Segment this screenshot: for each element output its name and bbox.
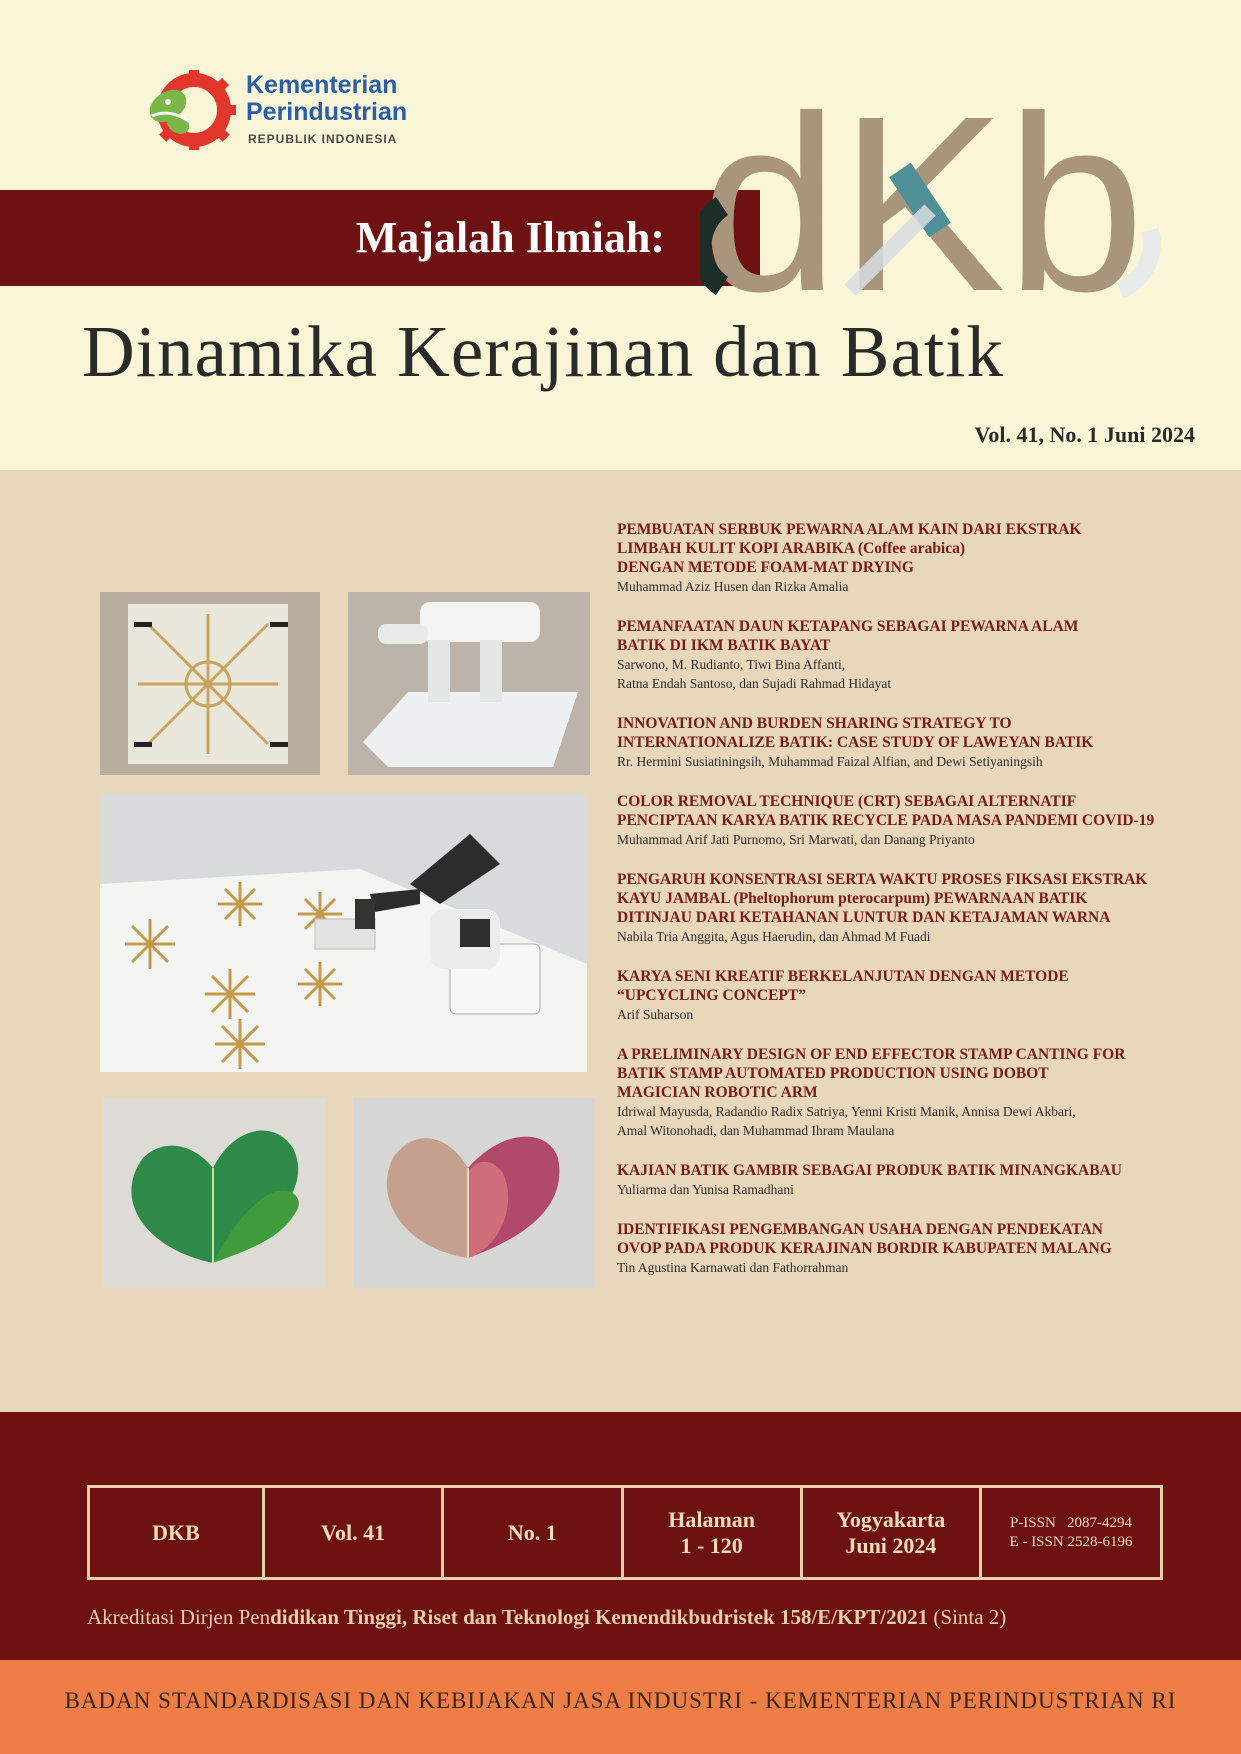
article-title-line: MAGICIAN ROBOTIC ARM (617, 1084, 818, 1101)
article-title-line: “UPCYCLING CONCEPT” (617, 987, 807, 1004)
article-title (617, 792, 1217, 830)
white-block-photo (348, 592, 590, 775)
robot-arm-photo (100, 794, 587, 1072)
article-authors: Yuliarma dan Yunisa Ramadhani (617, 1182, 794, 1197)
article-title-line: OVOP PADA PRODUK KERAJINAN BORDIR KABUPATEN MALANG (617, 1240, 1112, 1257)
article-title-line: BATIK STAMP AUTOMATED PRODUCTION USING DOBOT (617, 1065, 1049, 1082)
article-title-line: A PRELIMINARY DESIGN OF END EFFECTOR STAMP CANTING FOR (617, 1046, 1126, 1063)
gear-leaf-icon (138, 66, 238, 156)
article-authors: Rr. Hermini Susiatiningsih, Muhammad Faizal Alfian, and Dewi Setiyaningsih (617, 754, 1043, 769)
agency-name: BADAN STANDARDISASI DAN KEBIJAKAN JASA INDUSTRI - KEMENTERIAN PERINDUSTRIAN RI (64, 1688, 1177, 1713)
journal-title: Dinamika Kerajinan dan Batik (82, 311, 1004, 392)
article-item[interactable] (617, 870, 1217, 946)
issn-cell (982, 1488, 1160, 1577)
publisher-name-line2: Perindustrian (246, 98, 408, 126)
article-item[interactable] (617, 1161, 1217, 1199)
article-title-line: PEMANFAATAN DAUN KETAPANG SEBAGAI PEWARNA ALAM (617, 618, 1079, 635)
article-title-line: PEMBUATAN SERBUK PEWARNA ALAM KAIN DARI EKSTRAK (617, 521, 1082, 538)
dkb-logo (700, 90, 1200, 300)
article-authors: Sarwono, M. Rudianto, Tiwi Bina Affanti, (617, 657, 846, 672)
article-item[interactable] (617, 520, 1217, 596)
place-date-cell (803, 1488, 982, 1577)
article-title-line: INNOVATION AND BURDEN SHARING STRATEGY TO (617, 715, 1012, 732)
volume-cell: Vol. 41 (265, 1488, 444, 1577)
article-title (617, 617, 1217, 655)
article-title (617, 870, 1217, 927)
article-title-line: KARYA SENI KREATIF BERKELANJUTAN DENGAN METODE (617, 968, 1069, 985)
article-authors: Idriwal Mayusda, Radandio Radix Satriya, Yenni Kristi Manik, Annisa Dewi Akbari, (617, 1104, 1076, 1119)
article-authors: Tin Agustina Karnawati dan Fathorrahman (617, 1260, 849, 1275)
article-item[interactable] (617, 714, 1217, 771)
article-title-line: INTERNATIONALIZE BATIK: CASE STUDY OF LAWEYAN BATIK (617, 734, 1094, 751)
article-title-line: KAJIAN BATIK GAMBIR SEBAGAI PRODUK BATIK MINANGKABAU (617, 1162, 1122, 1179)
article-title-line: PENGARUH KONSENTRASI SERTA WAKTU PROSES FIKSASI EKSTRAK (617, 871, 1148, 888)
article-title-line: LIMBAH KULIT KOPI ARABIKA (Coffee arabica) (617, 540, 966, 557)
article-authors: Ratna Endah Santoso, dan Sujadi Rahmad Hidayat (617, 676, 892, 691)
accreditation-suffix: (Sinta 2) (928, 1605, 1007, 1629)
journal-cell: DKB (90, 1488, 265, 1577)
pages-label: Halaman (668, 1506, 756, 1532)
table-of-contents (617, 520, 1217, 1298)
article-title-line: DITINJAU DARI KETAHANAN LUNTUR DAN KETAJAMAN WARNA (617, 909, 1111, 926)
eissn: E - ISSN 2528-6196 (1009, 1533, 1133, 1550)
article-title-line: COLOR REMOVAL TECHNIQUE (CRT) SEBAGAI ALTERNATIF (617, 793, 1077, 810)
article-authors: Muhammad Arif Jati Purnomo, Sri Marwati, dan Danang Priyanto (617, 832, 975, 847)
dkb-logo-letters: dKb (700, 90, 1145, 300)
publisher-country: REPUBLIK INDONESIA (248, 132, 398, 146)
article-authors: Amal Witonohadi, dan Muhammad Ihram Maulana (617, 1123, 895, 1138)
red-leaf-photo (353, 1098, 595, 1288)
article-item[interactable] (617, 967, 1217, 1024)
article-title (617, 520, 1217, 577)
pages-cell (624, 1488, 803, 1577)
city-label: Yogyakarta (836, 1506, 946, 1532)
article-title (617, 714, 1217, 752)
article-title (617, 1220, 1217, 1258)
article-title-line: IDENTIFIKASI PENGEMBANGAN USAHA DENGAN PENDEKATAN (617, 1221, 1104, 1238)
green-leaf-photo (103, 1098, 325, 1288)
article-title (617, 1045, 1217, 1102)
accreditation-note (87, 1605, 1006, 1630)
volume-line: Vol. 41, No. 1 Juni 2024 (974, 422, 1195, 447)
number-cell: No. 1 (444, 1488, 623, 1577)
article-title-line: BATIK DI IKM BATIK BAYAT (617, 637, 831, 654)
article-title-line: DENGAN METODE FOAM-MAT DRYING (617, 559, 914, 576)
article-title-line: PENCIPTAAN KARYA BATIK RECYCLE PADA MASA PANDEMI COVID-19 (617, 812, 1155, 829)
accreditation-prefix: Akreditasi Dirjen Pen (87, 1605, 271, 1629)
article-authors: Arif Suharson (617, 1007, 694, 1022)
publisher-name-line1: Kementerian (246, 71, 398, 99)
article-authors: Nabila Tria Anggita, Agus Haerudin, dan Ahmad M Fuadi (617, 929, 931, 944)
article-item[interactable] (617, 1220, 1217, 1277)
publisher-logo (138, 66, 438, 156)
publication-info-table (87, 1485, 1163, 1580)
article-authors: Muhammad Aziz Husen dan Rizka Amalia (617, 579, 849, 594)
pages-range: 1 - 120 (680, 1532, 743, 1558)
article-title (617, 1161, 1217, 1180)
date-label: Juni 2024 (845, 1532, 937, 1558)
article-item[interactable] (617, 1045, 1217, 1140)
article-item[interactable] (617, 617, 1217, 693)
pissn: P-ISSN 2087-4294 (1009, 1514, 1133, 1531)
accreditation-bold: didikan Tinggi, Riset dan Teknologi Kemendikbudristek 158/E/KPT/2021 (270, 1605, 929, 1629)
article-title (617, 967, 1217, 1005)
magazine-label: Majalah Ilmiah: (355, 213, 665, 262)
article-item[interactable] (617, 792, 1217, 849)
article-title-line: KAYU JAMBAL (Pheltophorum pterocarpum) PEWARNAAN BATIK (617, 890, 1088, 907)
stamp-plate-photo (100, 592, 320, 775)
